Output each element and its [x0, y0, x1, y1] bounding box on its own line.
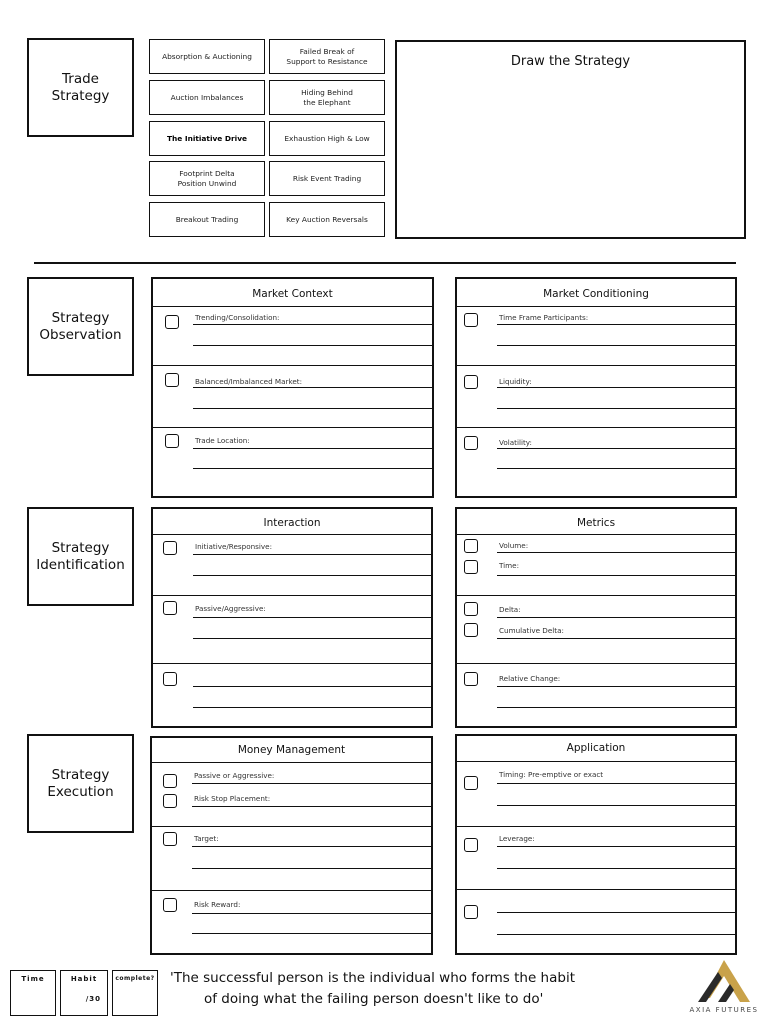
strategy-option[interactable]: Risk Event Trading — [269, 161, 385, 196]
axia-futures-logo — [688, 958, 760, 1020]
metrics-title: Metrics — [576, 517, 616, 529]
field-label: Liquidity: — [499, 377, 532, 386]
row-divider — [153, 595, 431, 596]
habit-count: /30 — [85, 995, 101, 1003]
relative-change-checkbox[interactable] — [464, 672, 478, 686]
row-divider — [457, 365, 735, 366]
time-label: Time — [21, 975, 45, 983]
balanced-checkbox[interactable] — [165, 373, 179, 387]
write-line[interactable] — [497, 783, 735, 784]
logo-text: AXIA FUTURES — [689, 1006, 759, 1014]
market-conditioning-title: Market Conditioning — [543, 288, 649, 300]
write-line[interactable] — [193, 617, 431, 618]
field-label: Volatility: — [499, 438, 532, 447]
field-label: Relative Change: — [499, 674, 561, 683]
delta-checkbox[interactable] — [464, 602, 478, 616]
row-divider — [152, 826, 431, 827]
field-label: Risk Stop Placement: — [194, 794, 271, 803]
write-line[interactable] — [497, 387, 735, 388]
write-line[interactable] — [497, 552, 735, 553]
write-line[interactable] — [192, 933, 431, 934]
strategy-option[interactable]: Hiding Behind the Elephant — [269, 80, 385, 115]
row-divider — [153, 365, 432, 366]
write-line[interactable] — [193, 554, 431, 555]
complete-label: complete? — [115, 975, 155, 982]
write-line[interactable] — [497, 934, 735, 935]
field-label: Balanced/Imbalanced Market: — [195, 377, 303, 386]
timing-checkbox[interactable] — [464, 776, 478, 790]
write-line[interactable] — [497, 846, 735, 847]
write-line[interactable] — [193, 575, 431, 576]
strategy-option[interactable]: Breakout Trading — [149, 202, 265, 237]
trending-checkbox[interactable] — [165, 315, 179, 329]
field-label: Target: — [194, 834, 219, 843]
row-divider — [152, 890, 431, 891]
row-divider — [457, 663, 735, 664]
row-divider — [153, 427, 432, 428]
strategy-identification-label: Strategy Identification — [27, 507, 134, 606]
title-rule — [153, 534, 431, 535]
write-line[interactable] — [192, 806, 431, 807]
write-line[interactable] — [497, 345, 735, 346]
quote-line-2: of doing what the failing person doesn't like to do' — [204, 991, 544, 1007]
application-title: Application — [566, 742, 626, 754]
write-line[interactable] — [193, 686, 431, 687]
strategy-option[interactable]: Failed Break of Support to Resistance — [269, 39, 385, 74]
write-line[interactable] — [497, 324, 735, 325]
time-frame-checkbox[interactable] — [464, 313, 478, 327]
habit-label: Habit — [70, 975, 98, 983]
row-divider — [457, 595, 735, 596]
leverage-checkbox[interactable] — [464, 838, 478, 852]
field-label: Trade Location: — [195, 436, 250, 445]
field-label: Volume: — [499, 541, 529, 550]
write-line[interactable] — [497, 468, 735, 469]
write-line[interactable] — [497, 686, 735, 687]
section-divider — [34, 262, 736, 264]
market-context-title: Market Context — [252, 288, 333, 300]
field-label: Risk Reward: — [194, 900, 241, 909]
write-line[interactable] — [497, 617, 735, 618]
volume-checkbox[interactable] — [464, 539, 478, 553]
write-line[interactable] — [193, 707, 431, 708]
write-line[interactable] — [193, 448, 432, 449]
write-line[interactable] — [497, 638, 735, 639]
row-divider — [457, 826, 735, 827]
passive-checkbox[interactable] — [163, 601, 177, 615]
risk-stop-checkbox[interactable] — [163, 794, 177, 808]
time-checkbox[interactable] — [464, 560, 478, 574]
trade-strategy-label: Trade Strategy — [27, 38, 134, 137]
blank-checkbox[interactable] — [163, 672, 177, 686]
write-line[interactable] — [193, 345, 432, 346]
target-checkbox[interactable] — [163, 832, 177, 846]
strategy-option[interactable]: Footprint Delta Position Unwind — [149, 161, 265, 196]
field-label: Trending/Consolidation: — [195, 313, 280, 322]
draw-strategy-area[interactable] — [395, 40, 746, 239]
row-divider — [457, 889, 735, 890]
money-management-title: Money Management — [237, 744, 346, 756]
title-rule — [457, 761, 735, 762]
strategy-option[interactable]: Exhaustion High & Low — [269, 121, 385, 156]
strategy-option[interactable]: Auction Imbalances — [149, 80, 265, 115]
cumulative-delta-checkbox[interactable] — [464, 623, 478, 637]
field-label: Initiative/Responsive: — [195, 542, 272, 551]
write-line[interactable] — [193, 387, 432, 388]
volatility-checkbox[interactable] — [464, 436, 478, 450]
field-label: Cumulative Delta: — [499, 626, 564, 635]
title-rule — [457, 534, 735, 535]
write-line[interactable] — [192, 783, 431, 784]
money-management-panel — [150, 736, 433, 955]
write-line[interactable] — [192, 913, 431, 914]
row-divider — [457, 427, 735, 428]
field-label: Time Frame Participants: — [499, 313, 589, 322]
write-line[interactable] — [192, 846, 431, 847]
write-line[interactable] — [193, 638, 431, 639]
write-line[interactable] — [497, 448, 735, 449]
field-label: Leverage: — [499, 834, 535, 843]
write-line[interactable] — [497, 868, 735, 869]
field-label: Time: — [499, 561, 520, 570]
interaction-title: Interaction — [263, 517, 321, 529]
field-label: Passive or Aggressive: — [194, 771, 275, 780]
initiative-checkbox[interactable] — [163, 541, 177, 555]
strategy-observation-label: Strategy Observation — [27, 277, 134, 376]
title-rule — [457, 306, 735, 307]
row-divider — [153, 663, 431, 664]
strategy-option[interactable]: Absorption & Auctioning — [149, 39, 265, 74]
write-line[interactable] — [193, 468, 432, 469]
title-rule — [152, 762, 431, 763]
blank-checkbox[interactable] — [464, 905, 478, 919]
passive-aggressive-checkbox[interactable] — [163, 774, 177, 788]
strategy-option[interactable]: Key Auction Reversals — [269, 202, 385, 237]
title-rule — [153, 306, 432, 307]
field-label: Timing: Pre-emptive or exact — [499, 770, 604, 779]
risk-reward-checkbox[interactable] — [163, 898, 177, 912]
axia-logo-icon — [688, 958, 760, 1004]
write-line[interactable] — [192, 868, 431, 869]
quote-line-1: 'The successful person is the individual who forms the habit — [170, 970, 575, 986]
application-panel — [455, 734, 737, 955]
interaction-panel — [151, 507, 433, 728]
write-line[interactable] — [193, 408, 432, 409]
strategy-execution-label: Strategy Execution — [27, 734, 134, 833]
market-context-panel — [151, 277, 434, 498]
field-label: Passive/Aggressive: — [195, 604, 266, 613]
habit-box[interactable] — [60, 970, 108, 1016]
strategy-option[interactable]: The Initiative Drive — [149, 121, 265, 156]
liquidity-checkbox[interactable] — [464, 375, 478, 389]
write-line[interactable] — [193, 324, 432, 325]
complete-box[interactable] — [112, 970, 158, 1016]
time-box[interactable] — [10, 970, 56, 1016]
trade-location-checkbox[interactable] — [165, 434, 179, 448]
write-line[interactable] — [497, 805, 735, 806]
metrics-panel — [455, 507, 737, 728]
draw-strategy-title: Draw the Strategy — [510, 54, 631, 69]
write-line[interactable] — [497, 575, 735, 576]
market-conditioning-panel — [455, 277, 737, 498]
write-line[interactable] — [497, 408, 735, 409]
write-line[interactable] — [497, 707, 735, 708]
write-line[interactable] — [497, 912, 735, 913]
field-label: Delta: — [499, 605, 521, 614]
